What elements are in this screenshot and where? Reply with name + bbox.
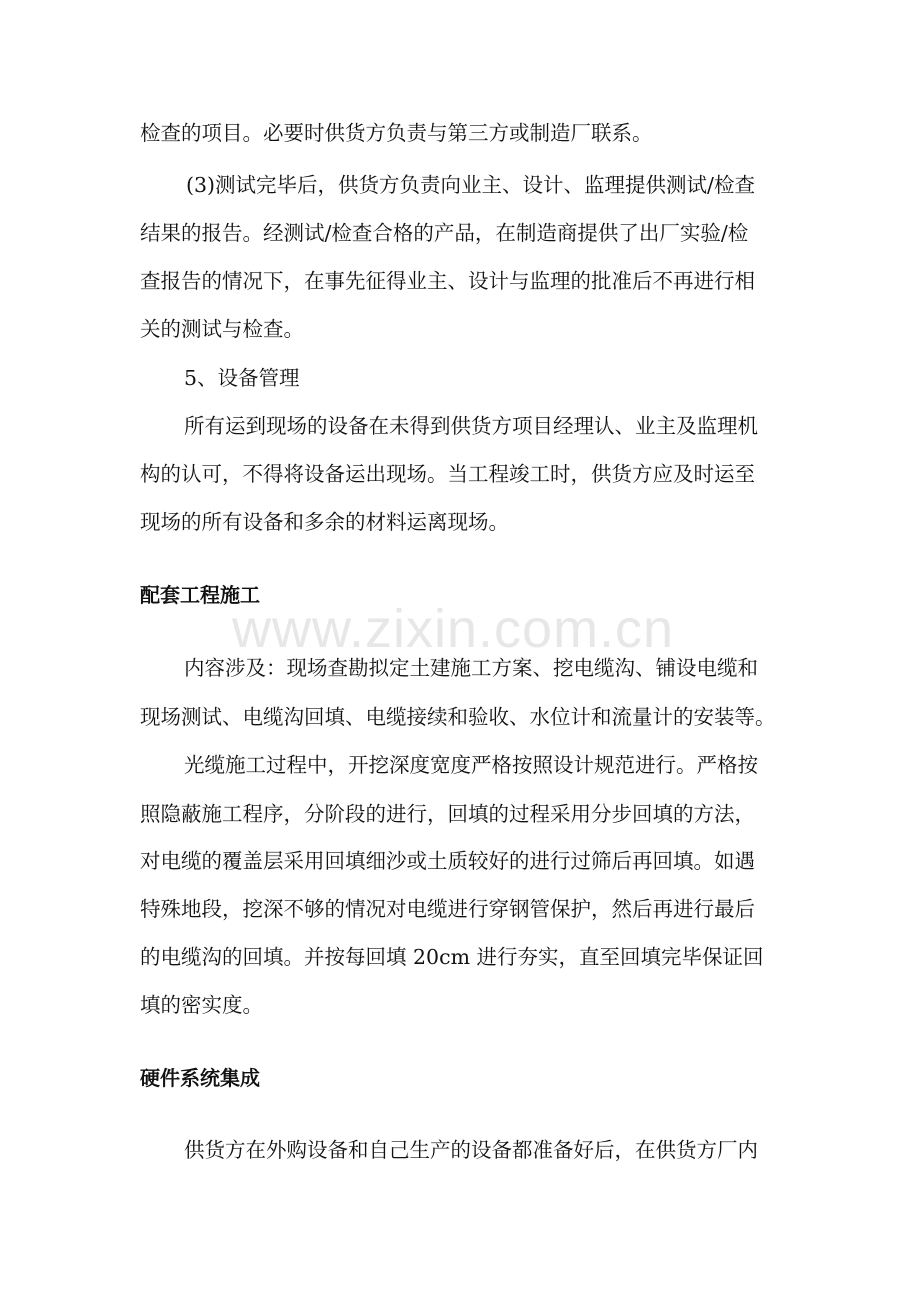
section-subheading: 5、设备管理 <box>184 366 300 390</box>
text-line: 检查的项目。必要时供货方负责与第三方或制造厂联系。 <box>140 121 653 145</box>
text-line: 关的测试与检查。 <box>140 317 304 341</box>
text-line: 构的认可，不得将设备运出现场。当工程竣工时，供货方应及时运至 <box>140 462 755 486</box>
text-line: 照隐蔽施工程序，分阶段的进行，回填的过程采用分步回填的方法， <box>140 802 755 826</box>
text-line: 结果的报告。经测试/检查合格的产品，在制造商提供了出厂实验/检 <box>140 221 749 245</box>
text-line: 对电缆的覆盖层采用回填细沙或土质较好的进行过筛后再回填。如遇 <box>140 849 755 873</box>
section-heading: 硬件系统集成 <box>140 1066 260 1090</box>
text-line: 现场的所有设备和多余的材料运离现场。 <box>140 510 509 534</box>
section-heading: 配套工程施工 <box>140 583 260 607</box>
text-line: 现场测试、电缆沟回填、电缆接续和验收、水位计和流量计的安装等。 <box>140 705 776 729</box>
text-line: (3)测试完毕后，供货方负责向业主、设计、监理提供测试/检查 <box>186 173 755 197</box>
text-line: 的电缆沟的回填。并按每回填 20cm 进行夯实，直至回填完毕保证回 <box>140 945 764 969</box>
watermark: www.zixin.com.cn <box>232 599 675 659</box>
text-line: 内容涉及：现场查勘拟定土建施工方案、挖电缆沟、铺设电缆和 <box>184 656 758 680</box>
text-line: 所有运到现场的设备在未得到供货方项目经理认、业主及监理机 <box>184 414 758 438</box>
text-line: 填的密实度。 <box>140 993 263 1017</box>
text-line: 光缆施工过程中，开挖深度宽度严格按照设计规范进行。严格按 <box>184 753 758 777</box>
text-line: 特殊地段，挖深不够的情况对电缆进行穿钢管保护，然后再进行最后 <box>140 897 755 921</box>
text-line: 供货方在外购设备和自己生产的设备都准备好后，在供货方厂内 <box>184 1138 758 1162</box>
text-line: 查报告的情况下，在事先征得业主、设计与监理的批准后不再进行相 <box>140 269 755 293</box>
